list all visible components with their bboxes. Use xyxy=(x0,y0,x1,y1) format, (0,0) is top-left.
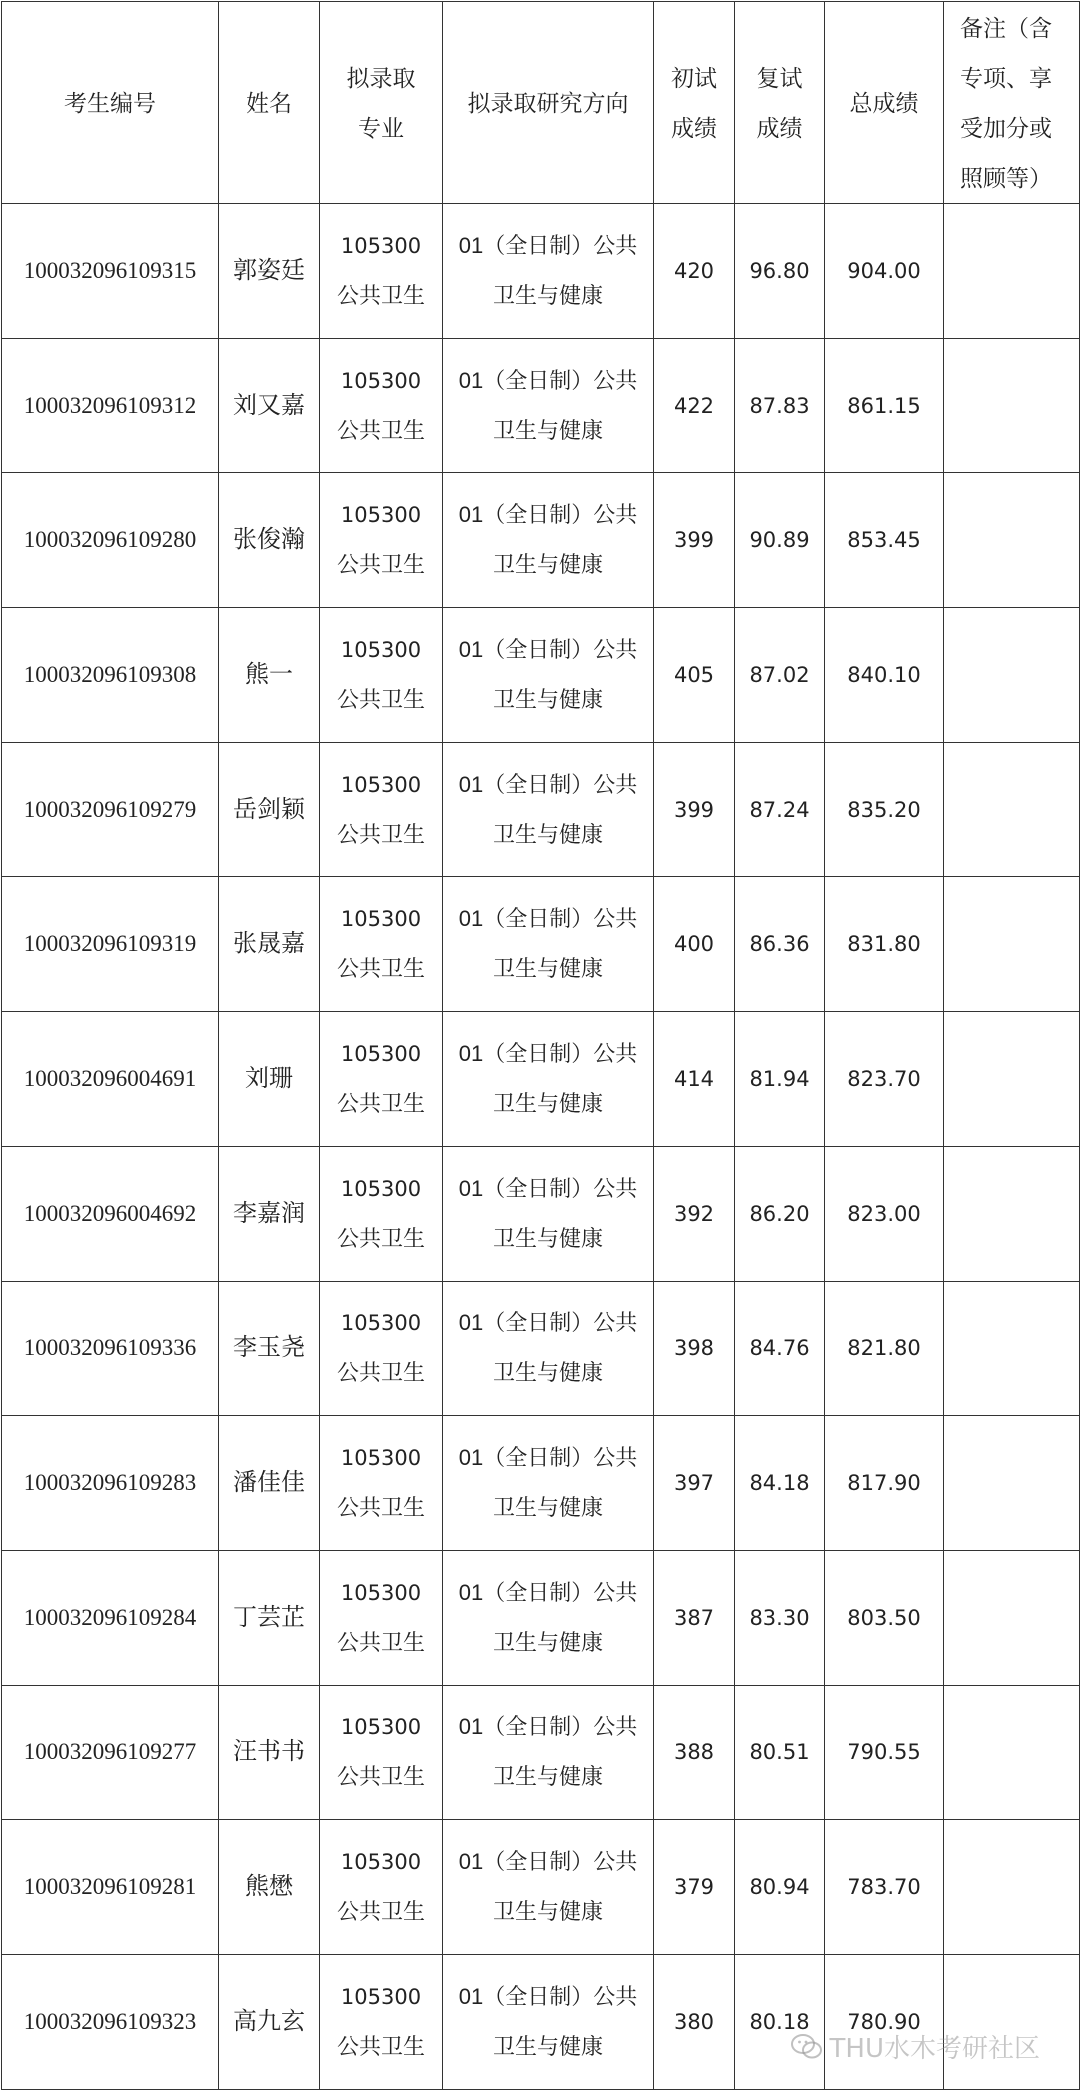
cell-remark xyxy=(944,1146,1080,1281)
cell-total: 803.50 xyxy=(825,1550,944,1685)
major-name: 公共卫生 xyxy=(336,1225,425,1251)
cell-name: 张晟嘉 xyxy=(219,877,320,1012)
major-name: 公共卫生 xyxy=(336,1495,425,1521)
cell-major xyxy=(320,608,443,743)
cell-name: 张俊瀚 xyxy=(219,473,320,608)
direction-line2: 卫生与健康 xyxy=(492,1764,603,1790)
cell-prelim: 398 xyxy=(654,1281,735,1416)
cell-major xyxy=(320,204,443,339)
cell-prelim: 420 xyxy=(654,204,735,339)
table-row xyxy=(2,473,1080,608)
cell-remark xyxy=(944,204,1080,339)
cell-direction xyxy=(443,1820,654,1955)
cell-prelim: 392 xyxy=(654,1146,735,1281)
table-row xyxy=(2,204,1080,339)
cell-direction xyxy=(443,204,654,339)
cell-remark xyxy=(944,608,1080,743)
cell-major xyxy=(320,1281,443,1416)
major-code: 105300 xyxy=(340,1311,422,1336)
cell-id: 100032096109312 xyxy=(2,338,219,473)
cell-name: 熊一 xyxy=(219,608,320,743)
cell-direction xyxy=(443,1954,654,2089)
direction-line1: 01（全日制）公共 xyxy=(458,232,638,258)
cell-direction xyxy=(443,1012,654,1147)
direction-line2: 卫生与健康 xyxy=(492,552,603,578)
cell-prelim: 405 xyxy=(654,608,735,743)
cell-id: 100032096004692 xyxy=(2,1146,219,1281)
direction-line1: 01（全日制）公共 xyxy=(458,1445,638,1471)
major-name: 公共卫生 xyxy=(336,1360,425,1386)
table-row xyxy=(2,1820,1080,1955)
cell-retest: 80.51 xyxy=(735,1685,825,1820)
cell-name: 刘珊 xyxy=(219,1012,320,1147)
cell-prelim: 397 xyxy=(654,1416,735,1551)
cell-retest: 81.94 xyxy=(735,1012,825,1147)
cell-remark xyxy=(944,1954,1080,2089)
cell-major xyxy=(320,473,443,608)
cell-total: 831.80 xyxy=(825,877,944,1012)
major-name: 公共卫生 xyxy=(336,1764,425,1790)
cell-prelim: 388 xyxy=(654,1685,735,1820)
watermark xyxy=(790,2028,1040,2065)
cell-major xyxy=(320,1012,443,1147)
cell-prelim: 387 xyxy=(654,1550,735,1685)
cell-id: 100032096109284 xyxy=(2,1550,219,1685)
cell-remark xyxy=(944,1281,1080,1416)
table-row xyxy=(2,1416,1080,1551)
major-code: 105300 xyxy=(340,368,422,393)
table-row xyxy=(2,1281,1080,1416)
cell-name: 岳剑颖 xyxy=(219,742,320,877)
cell-total: 780.90 xyxy=(825,1954,944,2089)
direction-line2: 卫生与健康 xyxy=(492,1360,603,1386)
cell-prelim: 422 xyxy=(654,338,735,473)
cell-retest: 96.80 xyxy=(735,204,825,339)
cell-retest: 83.30 xyxy=(735,1550,825,1685)
cell-retest: 90.89 xyxy=(735,473,825,608)
header-retest: 复试 成绩 xyxy=(735,2,825,204)
table-header-row xyxy=(2,2,1080,204)
cell-name: 丁芸芷 xyxy=(219,1550,320,1685)
cell-prelim: 400 xyxy=(654,877,735,1012)
cell-major xyxy=(320,338,443,473)
header-major: 拟录取 专业 xyxy=(320,2,443,204)
major-code: 105300 xyxy=(340,1041,422,1066)
cell-retest: 87.24 xyxy=(735,742,825,877)
major-name: 公共卫生 xyxy=(336,2033,425,2059)
cell-total: 783.70 xyxy=(825,1820,944,1955)
cell-name: 郭姿廷 xyxy=(219,204,320,339)
cell-major xyxy=(320,1820,443,1955)
cell-prelim: 414 xyxy=(654,1012,735,1147)
cell-remark xyxy=(944,1550,1080,1685)
major-name: 公共卫生 xyxy=(336,282,425,308)
major-code: 105300 xyxy=(340,1580,422,1605)
cell-total: 823.00 xyxy=(825,1146,944,1281)
cell-name: 熊懋 xyxy=(219,1820,320,1955)
major-name: 公共卫生 xyxy=(336,1090,425,1116)
direction-line2: 卫生与健康 xyxy=(492,821,603,847)
cell-direction xyxy=(443,877,654,1012)
direction-line1: 01（全日制）公共 xyxy=(458,1983,638,2009)
direction-line1: 01（全日制）公共 xyxy=(458,367,638,393)
major-code: 105300 xyxy=(340,233,422,258)
cell-id: 100032096109283 xyxy=(2,1416,219,1551)
cell-retest: 86.36 xyxy=(735,877,825,1012)
cell-direction xyxy=(443,1550,654,1685)
cell-total: 853.45 xyxy=(825,473,944,608)
cell-direction xyxy=(443,338,654,473)
table-row xyxy=(2,1550,1080,1685)
table-row xyxy=(2,742,1080,877)
direction-line1: 01（全日制）公共 xyxy=(458,636,638,662)
cell-remark xyxy=(944,473,1080,608)
header-prelim: 初试 成绩 xyxy=(654,2,735,204)
direction-line2: 卫生与健康 xyxy=(492,686,603,712)
direction-line2: 卫生与健康 xyxy=(492,1225,603,1251)
cell-retest: 84.76 xyxy=(735,1281,825,1416)
cell-name: 潘佳佳 xyxy=(219,1416,320,1551)
admission-table xyxy=(1,1,1080,2090)
major-code: 105300 xyxy=(340,1984,422,2009)
major-code: 105300 xyxy=(340,637,422,662)
cell-major xyxy=(320,877,443,1012)
direction-line2: 卫生与健康 xyxy=(492,2033,603,2059)
cell-total: 861.15 xyxy=(825,338,944,473)
cell-retest: 84.18 xyxy=(735,1416,825,1551)
direction-line1: 01（全日制）公共 xyxy=(458,502,638,528)
cell-retest: 86.20 xyxy=(735,1146,825,1281)
header-name: 姓名 xyxy=(219,2,320,204)
cell-retest: 80.94 xyxy=(735,1820,825,1955)
header-total: 总成绩 xyxy=(825,2,944,204)
cell-remark xyxy=(944,1012,1080,1147)
cell-id: 100032096109281 xyxy=(2,1820,219,1955)
major-code: 105300 xyxy=(340,503,422,528)
direction-line2: 卫生与健康 xyxy=(492,282,603,308)
table-row xyxy=(2,1685,1080,1820)
major-name: 公共卫生 xyxy=(336,1899,425,1925)
direction-line1: 01（全日制）公共 xyxy=(458,1310,638,1336)
cell-major xyxy=(320,742,443,877)
direction-line2: 卫生与健康 xyxy=(492,1629,603,1655)
cell-total: 817.90 xyxy=(825,1416,944,1551)
cell-id: 100032096004691 xyxy=(2,1012,219,1147)
cell-remark xyxy=(944,1820,1080,1955)
cell-name: 高九玄 xyxy=(219,1954,320,2089)
cell-total: 835.20 xyxy=(825,742,944,877)
major-name: 公共卫生 xyxy=(336,552,425,578)
cell-prelim: 399 xyxy=(654,473,735,608)
cell-total: 840.10 xyxy=(825,608,944,743)
cell-prelim: 399 xyxy=(654,742,735,877)
cell-total: 790.55 xyxy=(825,1685,944,1820)
cell-prelim: 379 xyxy=(654,1820,735,1955)
cell-major xyxy=(320,1954,443,2089)
cell-remark xyxy=(944,1685,1080,1820)
cell-remark xyxy=(944,338,1080,473)
cell-name: 李玉尧 xyxy=(219,1281,320,1416)
cell-id: 100032096109279 xyxy=(2,742,219,877)
cell-prelim: 380 xyxy=(654,1954,735,2089)
cell-remark xyxy=(944,877,1080,1012)
direction-line2: 卫生与健康 xyxy=(492,1495,603,1521)
direction-line1: 01（全日制）公共 xyxy=(458,1040,638,1066)
cell-id: 100032096109336 xyxy=(2,1281,219,1416)
cell-direction xyxy=(443,1685,654,1820)
header-remark: 备注（含 专项、享 受加分或 照顾等） xyxy=(944,2,1080,204)
cell-id: 100032096109323 xyxy=(2,1954,219,2089)
table-row xyxy=(2,338,1080,473)
major-name: 公共卫生 xyxy=(336,1629,425,1655)
cell-id: 100032096109280 xyxy=(2,473,219,608)
direction-line1: 01（全日制）公共 xyxy=(458,1849,638,1875)
cell-direction xyxy=(443,473,654,608)
cell-total: 823.70 xyxy=(825,1012,944,1147)
cell-id: 100032096109277 xyxy=(2,1685,219,1820)
major-code: 105300 xyxy=(340,772,422,797)
major-code: 105300 xyxy=(340,907,422,932)
cell-retest: 87.02 xyxy=(735,608,825,743)
direction-line1: 01（全日制）公共 xyxy=(458,906,638,932)
direction-line2: 卫生与健康 xyxy=(492,1899,603,1925)
direction-line1: 01（全日制）公共 xyxy=(458,1714,638,1740)
cell-direction xyxy=(443,1416,654,1551)
direction-line1: 01（全日制）公共 xyxy=(458,771,638,797)
table-row xyxy=(2,608,1080,743)
direction-line1: 01（全日制）公共 xyxy=(458,1175,638,1201)
cell-total: 821.80 xyxy=(825,1281,944,1416)
cell-retest: 80.18 xyxy=(735,1954,825,2089)
cell-id: 100032096109308 xyxy=(2,608,219,743)
major-code: 105300 xyxy=(340,1446,422,1471)
cell-remark xyxy=(944,1416,1080,1551)
cell-name: 刘又嘉 xyxy=(219,338,320,473)
table-row xyxy=(2,1146,1080,1281)
table-row xyxy=(2,1012,1080,1147)
header-direction: 拟录取研究方向 xyxy=(443,2,654,204)
table-row xyxy=(2,877,1080,1012)
cell-major xyxy=(320,1550,443,1685)
cell-id: 100032096109315 xyxy=(2,204,219,339)
cell-major xyxy=(320,1416,443,1551)
watermark-text: THU水木考研社区 xyxy=(829,2034,1040,2064)
cell-name: 李嘉润 xyxy=(219,1146,320,1281)
header-id: 考生编号 xyxy=(2,2,219,204)
cell-direction xyxy=(443,1281,654,1416)
major-name: 公共卫生 xyxy=(336,956,425,982)
wechat-icon xyxy=(790,2033,824,2061)
cell-total: 904.00 xyxy=(825,204,944,339)
cell-remark xyxy=(944,742,1080,877)
cell-direction xyxy=(443,608,654,743)
cell-id: 100032096109319 xyxy=(2,877,219,1012)
major-code: 105300 xyxy=(340,1850,422,1875)
major-name: 公共卫生 xyxy=(336,417,425,443)
cell-retest: 87.83 xyxy=(735,338,825,473)
major-code: 105300 xyxy=(340,1176,422,1201)
major-code: 105300 xyxy=(340,1715,422,1740)
cell-direction xyxy=(443,742,654,877)
direction-line2: 卫生与健康 xyxy=(492,1090,603,1116)
direction-line1: 01（全日制）公共 xyxy=(458,1579,638,1605)
major-name: 公共卫生 xyxy=(336,821,425,847)
cell-major xyxy=(320,1685,443,1820)
major-name: 公共卫生 xyxy=(336,686,425,712)
table-row xyxy=(2,1954,1080,2089)
cell-major xyxy=(320,1146,443,1281)
cell-direction xyxy=(443,1146,654,1281)
direction-line2: 卫生与健康 xyxy=(492,417,603,443)
cell-name: 汪书书 xyxy=(219,1685,320,1820)
direction-line2: 卫生与健康 xyxy=(492,956,603,982)
